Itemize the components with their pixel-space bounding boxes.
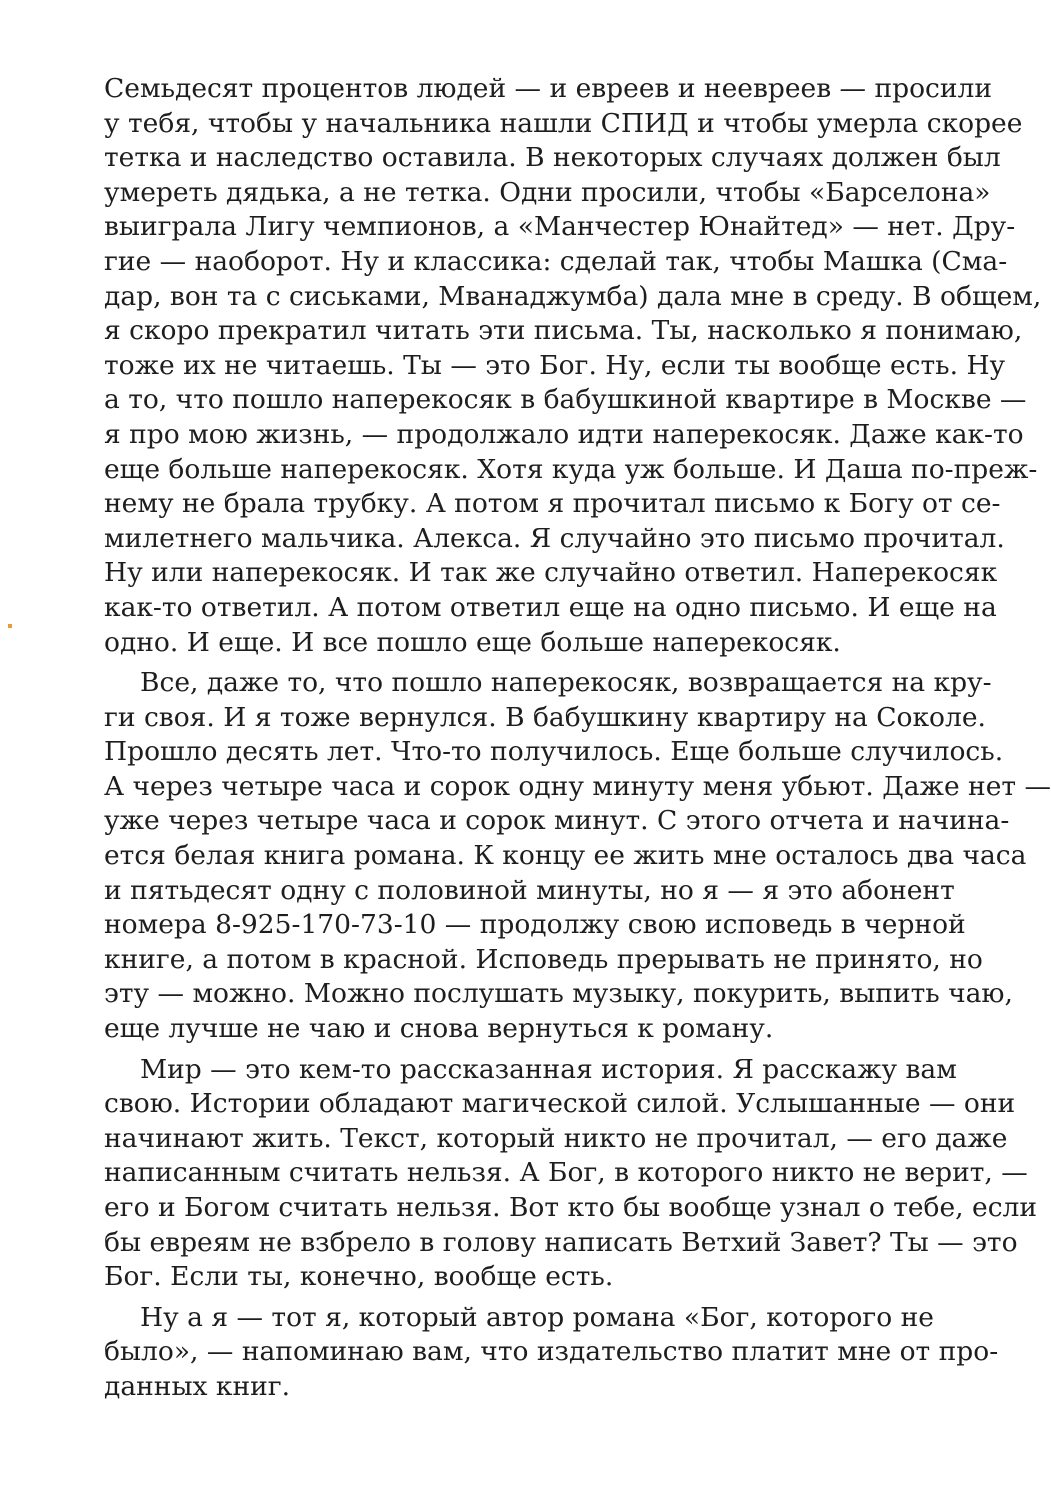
text-line: я про мою жизнь, — продолжало идти наперекосяк. Даже как-то — [104, 418, 1024, 450]
text-line: уже через четыре часа и сорок минут. С этого отчета и начина- — [104, 805, 1010, 837]
text-line: Ну или наперекосяк. И так же случайно ответил. Наперекосяк — [104, 557, 998, 589]
text-line: у тебя, чтобы у начальника нашли СПИД и чтобы умерла скорее — [104, 107, 1023, 139]
text-line: и пятьдесят одну с половиной минуты, но я — я это абонент — [104, 874, 955, 906]
text-line: дар, вон та с сиськами, Мванаджумба) дала мне в среду. В общем, — [104, 280, 1042, 312]
text-line: я скоро прекратил читать эти письма. Ты, насколько я понимаю, — [104, 315, 1023, 347]
text-line: Мир — это кем-то рассказанная история. Я расскажу вам — [140, 1053, 957, 1085]
text-line: умереть дядька, а не тетка. Одни просили, чтобы «Барселона» — [104, 176, 991, 208]
text-line: ги своя. И я тоже вернулся. В бабушкину квартиру на Соколе. — [104, 701, 986, 733]
text-line: Все, даже то, что пошло наперекосяк, возвращается на кру- — [140, 667, 992, 699]
text-line: эту — можно. Можно послушать музыку, покурить, выпить чаю, — [104, 978, 1013, 1010]
text-line: нему не брала трубку. А потом я прочитал письмо к Богу от се- — [104, 488, 1001, 520]
text-line: было», — напоминаю вам, что издательство платит мне от про- — [104, 1336, 999, 1368]
paragraph — [104, 72, 1042, 660]
text-line: номера 8-925-170-73-10 — продолжу свою исповедь в черной — [104, 909, 966, 941]
text-line: как-то ответил. А потом ответил еще на одно письмо. И еще на — [104, 591, 997, 623]
text-line: тетка и наследство оставила. В некоторых случаях должен был — [104, 142, 1001, 174]
text-line: свою. Истории обладают магической силой. Услышанные — они — [104, 1088, 1016, 1120]
text-line: еще больше наперекосяк. Хотя куда уж больше. И Даша по-преж- — [104, 453, 1038, 485]
text-line: его и Богом считать нельзя. Вот кто бы вообще узнал о тебе, если — [104, 1192, 1038, 1223]
text-line: еще лучше не чаю и снова вернуться к роману. — [104, 1013, 774, 1045]
text-line: книге, а потом в красной. Исповедь прерывать не принято, но — [104, 943, 983, 975]
text-line: написанным считать нельзя. А Бог, в которого никто не верит, — — [104, 1157, 1028, 1189]
text-line: тоже их не читаешь. Ты — это Бог. Ну, если ты вообще есть. Ну — [104, 349, 1006, 381]
paragraph — [104, 666, 1051, 1047]
text-line: Семьдесят процентов людей — и евреев и неевреев — просили — [104, 73, 993, 104]
paragraph — [104, 1053, 1038, 1295]
margin-mark — [8, 624, 12, 628]
text-line: данных книг. — [104, 1370, 291, 1402]
paragraph — [104, 1301, 999, 1405]
text-line: а то, что пошло наперекосяк в бабушкиной квартире в Москве — — [104, 384, 1027, 416]
text-line: ется белая книга романа. К концу ее жить мне осталось два часа — [104, 840, 1027, 872]
text-line: Ну а я — тот я, который автор романа «Бог, которого не — [140, 1301, 934, 1333]
text-line: милетнего мальчика. Алекса. Я случайно это письмо прочитал. — [104, 522, 1005, 554]
text-line: А через четыре часа и сорок одну минуту меня убьют. Даже нет — — [104, 770, 1051, 802]
text-line: бы евреям не взбрело в голову написать Ветхий Завет? Ты — это — [104, 1226, 1018, 1258]
text-line: гие — наоборот. Ну и классика: сделай так, чтобы Машка (Сма- — [104, 245, 1008, 277]
text-line: выиграла Лигу чемпионов, а «Манчестер Юнайтед» — нет. Дру- — [104, 211, 1016, 243]
text-line: Бог. Если ты, конечно, вообще есть. — [104, 1261, 614, 1293]
body-text — [104, 72, 1051, 1411]
text-line: начинают жить. Текст, который никто не прочитал, — его даже — [104, 1122, 1008, 1154]
text-line: Прошло десять лет. Что-то получилось. Еще больше случилось. — [104, 736, 1004, 768]
text-line: одно. И еще. И все пошло еще больше наперекосяк. — [104, 626, 841, 658]
